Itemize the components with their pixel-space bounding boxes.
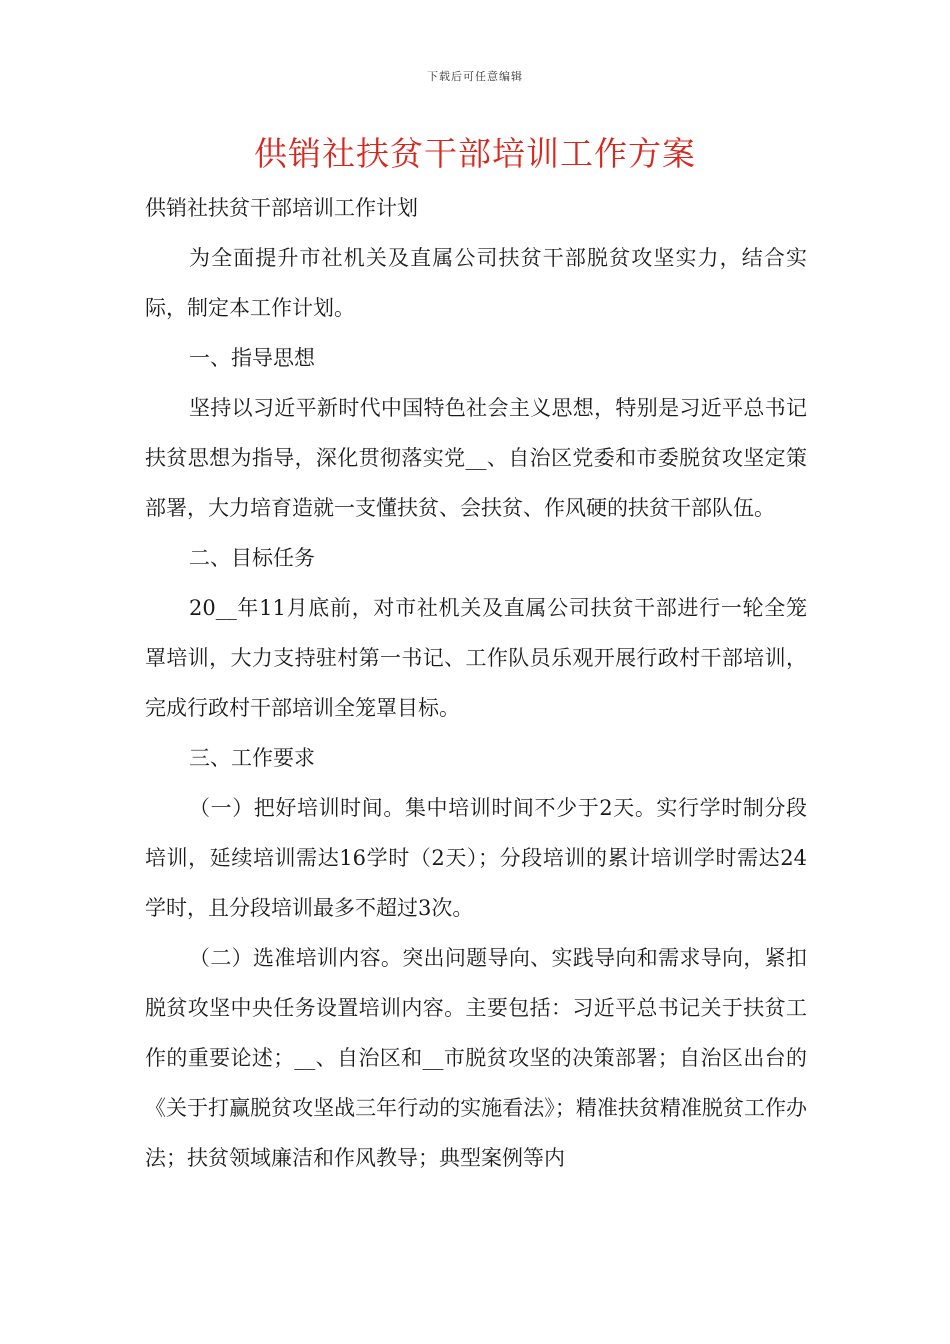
paragraph-requirement-content: （二）选准培训内容。突出问题导向、实践导向和需求导向，紧扣脱贫攻坚中央任务设置培训内容。主要包括：习近平总书记关于扶贫工作的重要论述；__、自治区和__市脱贫攻坚的决策部署；自治区出台的《关于打赢脱贫攻坚战三年行动的实施看法》；精准扶贫精准脱贫工作办法；扶贫领域廉洁和作风教导；典型案例等内: [145, 946, 807, 1170]
section-heading-guiding-ideology: 一、指导思想: [189, 346, 315, 370]
paragraph-goals: 20__年11月底前，对市社机关及直属公司扶贫干部进行一轮全笼罩培训，大力支持驻村第一书记、工作队员乐观开展行政村干部培训，完成行政村干部培训全笼罩目标。: [145, 596, 807, 720]
paragraph-intro: 为全面提升市社机关及直属公司扶贫干部脱贫攻坚实力，结合实际，制定本工作计划。: [145, 246, 807, 320]
section-heading-requirements: 三、工作要求: [189, 746, 315, 770]
document-subtitle: 供销社扶贫干部培训工作计划: [145, 196, 418, 220]
header-note: 下载后可任意编辑: [427, 70, 523, 83]
paragraph-guiding-ideology: 坚持以习近平新时代中国特色社会主义思想，特别是习近平总书记扶贫思想为指导，深化贯彻落实党__、自治区党委和市委脱贫攻坚定策部署，大力培育造就一支懂扶贫、会扶贫、作风硬的扶贫干部队伍。: [145, 396, 807, 520]
document-body: [145, 183, 807, 1183]
document-title: 供销社扶贫干部培训工作方案: [254, 134, 696, 173]
section-heading-goals: 二、目标任务: [189, 546, 315, 570]
paragraph-requirement-time: （一）把好培训时间。集中培训时间不少于2天。实行学时制分段培训，延续培训需达16学时（2天）；分段培训的累计培训学时需达24学时，且分段培训最多不超过3次。: [145, 796, 807, 920]
